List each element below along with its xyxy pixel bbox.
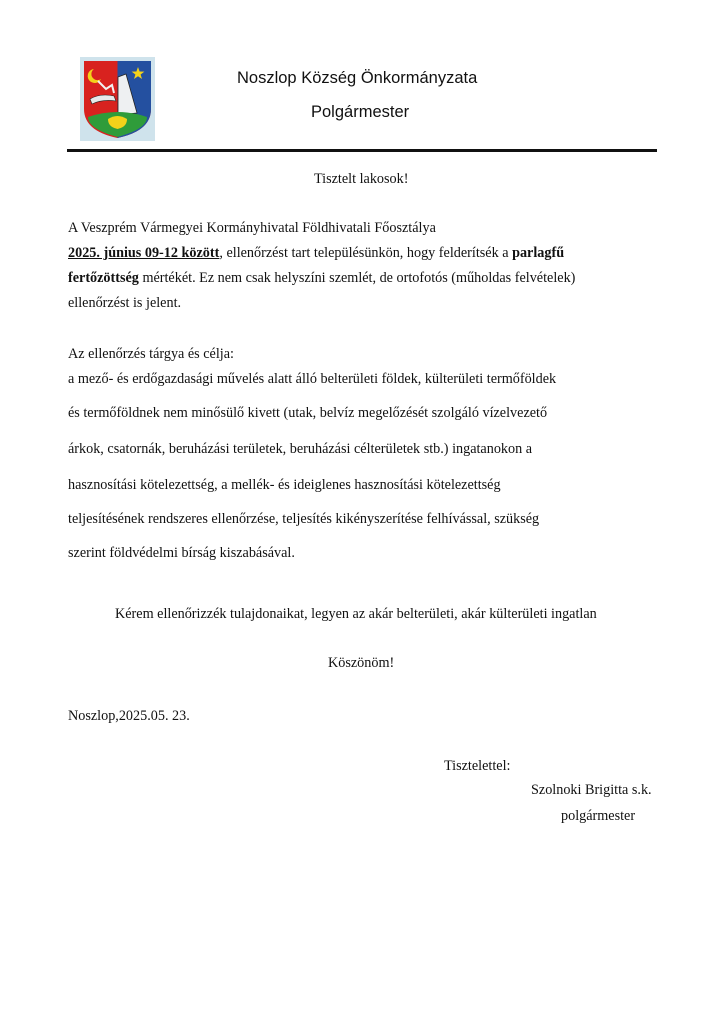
place-and-date: Noszlop,2025.05. 23. xyxy=(68,708,190,724)
subject-line: és termőföldnek nem minősülő kivett (utak, belvíz megelőzését szolgáló vízelvezető xyxy=(68,405,548,421)
intro-line-3 xyxy=(68,270,575,287)
inspection-date: 2025. június 09-12 között xyxy=(68,245,220,261)
bold-term-infestation: fertőzöttség xyxy=(68,270,139,286)
intro-line-3-text: mértékét. Ez nem csak helyszíni szemlét, de ortofotós (műholdas felvételek) xyxy=(138,270,576,286)
intro-line-1: A Veszprém Vármegyei Kormányhivatal Földhivatali Főosztálya xyxy=(68,220,436,236)
office-title: Polgármester xyxy=(311,103,410,121)
subject-heading: Az ellenőrzés tárgya és célja: xyxy=(68,346,234,362)
intro-line-4: ellenőrzést is jelent. xyxy=(68,295,182,311)
intro-line-2-text: , ellenőrzést tart településünkön, hogy felderítsék a xyxy=(219,245,509,261)
subject-line: a mező- és erdőgazdasági művelés alatt álló belterületi földek, külterületi termőföldek xyxy=(68,371,557,387)
intro-line-2 xyxy=(68,245,564,262)
signature-name: Szolnoki Brigitta s.k. xyxy=(531,782,652,798)
closing-text: Tisztelettel: xyxy=(444,758,511,774)
subject-line: hasznosítási kötelezettség, a mellék- és ideiglenes hasznosítási kötelezettség xyxy=(68,477,501,493)
bold-term-ragweed: parlagfű xyxy=(512,245,565,261)
header-divider xyxy=(67,149,657,152)
thanks-text: Köszönöm! xyxy=(328,655,395,671)
coat-of-arms-logo xyxy=(80,57,155,141)
subject-line: teljesítésének rendszeres ellenőrzése, teljesítés kikényszerítése felhívással, szükség xyxy=(68,511,540,527)
subject-line: szerint földvédelmi bírság kiszabásával. xyxy=(68,545,295,561)
request-text: Kérem ellenőrizzék tulajdonaikat, legyen az akár belterületi, akár külterületi ingatlan xyxy=(115,606,597,622)
signature-title: polgármester xyxy=(561,808,636,824)
salutation: Tisztelt lakosok! xyxy=(314,171,409,187)
subject-line: árkok, csatornák, beruházási területek, beruházási célterületek stb.) ingatanokon a xyxy=(68,441,533,457)
organization-name: Noszlop Község Önkormányzata xyxy=(237,69,478,87)
